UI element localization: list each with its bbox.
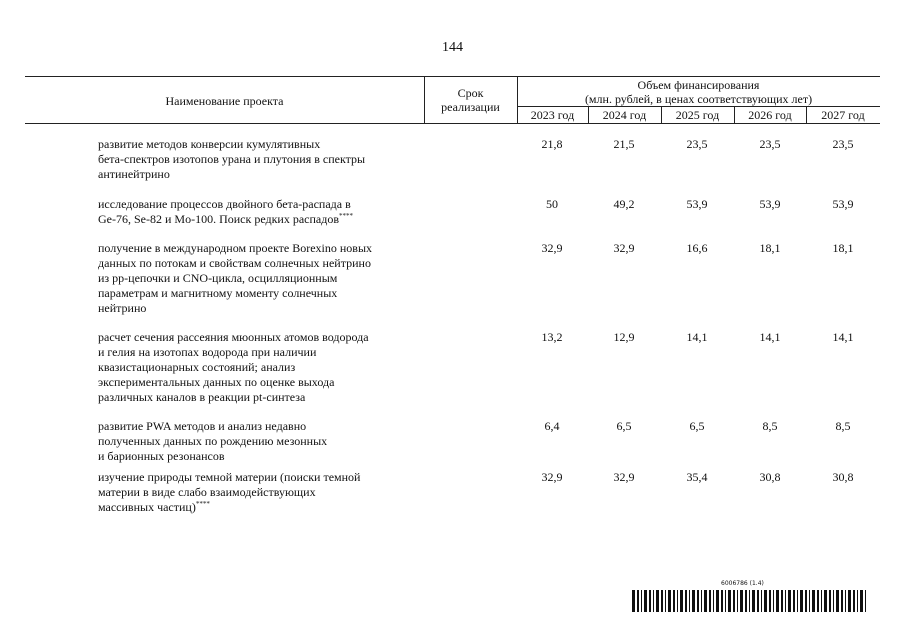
value-2027: 8,5: [835, 419, 851, 433]
header-term-line2: реализации: [441, 100, 500, 114]
value-2026: 8,5: [762, 419, 778, 433]
value-2024: 12,9: [613, 330, 635, 344]
project-name: изучение природы темной материи (поиски темной материи в виде слабо взаимодействующих массивных частиц)****: [98, 470, 361, 514]
value-2025: 23,5: [686, 137, 708, 151]
value-2024: 32,9: [613, 241, 635, 255]
value-2025: 14,1: [686, 330, 708, 344]
value-2024: 21,5: [613, 137, 635, 151]
years-top-rule: [517, 106, 880, 107]
header-bottom-rule: [25, 123, 880, 124]
header-year-2023: 2023 год: [530, 108, 575, 122]
header-project-name: Наименование проекта: [165, 94, 284, 108]
value-2025: 35,4: [686, 470, 708, 484]
value-2024: 6,5: [616, 419, 632, 433]
page-number: 144: [442, 40, 463, 55]
value-2026: 18,1: [759, 241, 781, 255]
header-term-line1: Срок: [457, 86, 484, 100]
value-2026: 14,1: [759, 330, 781, 344]
header-top-rule: [25, 76, 880, 77]
value-2027: 14,1: [832, 330, 854, 344]
value-2026: 53,9: [759, 197, 781, 211]
value-2024: 49,2: [613, 197, 635, 211]
value-2023: 13,2: [541, 330, 563, 344]
value-2026: 30,8: [759, 470, 781, 484]
header-funding-line1: Объем финансирования: [637, 78, 760, 92]
value-2023: 6,4: [544, 419, 560, 433]
header-year-2027: 2027 год: [821, 108, 865, 122]
header-term: [424, 86, 517, 114]
barcode-caption: 6006786 (1.4): [721, 580, 764, 587]
value-2023: 50: [546, 197, 558, 211]
value-2027: 53,9: [832, 197, 854, 211]
value-2026: 23,5: [759, 137, 781, 151]
value-2025: 53,9: [686, 197, 708, 211]
barcode: [632, 590, 868, 617]
value-2023: 32,9: [541, 241, 563, 255]
project-name: получение в международном проекте Borexino новых данных по потокам и свойствам солнечных нейтрино из pp-цепочки и CNO-цикла, осцилляционным параметрам и магнитному моменту солнечных нейтрино: [98, 241, 373, 315]
value-2025: 6,5: [689, 419, 705, 433]
header-funding-line2: (млн. рублей, в ценах соответствующих лет): [584, 92, 813, 106]
project-name: расчет сечения рассеяния мюонных атомов водорода и гелия на изотопах водорода при наличии квазистационарных состояний; анализ экспериментальных данных по оценке выхода различных каналов в реакции pt-синтеза: [98, 330, 369, 404]
value-2027: 30,8: [832, 470, 854, 484]
value-2023: 21,8: [541, 137, 563, 151]
header-funding: [517, 78, 880, 106]
project-name: развитие методов конверсии кумулятивных бета-спектров изотопов урана и плутония в спектры антинейтрино: [98, 137, 366, 181]
project-name: развитие PWA методов и анализ недавно полученных данных по рождению мезонных и барионных резонансов: [98, 419, 328, 463]
value-2025: 16,6: [686, 241, 708, 255]
value-2023: 32,9: [541, 470, 563, 484]
header-year-2026: 2026 год: [748, 108, 792, 122]
project-name: исследование процессов двойного бета-распада в Ge-76, Se-82 и Mo-100. Поиск редких распадов****: [98, 197, 354, 226]
header-year-2025: 2025 год: [675, 108, 720, 122]
value-2027: 23,5: [832, 137, 854, 151]
value-2024: 32,9: [613, 470, 635, 484]
header-year-2024: 2024 год: [602, 108, 647, 122]
value-2027: 18,1: [832, 241, 854, 255]
